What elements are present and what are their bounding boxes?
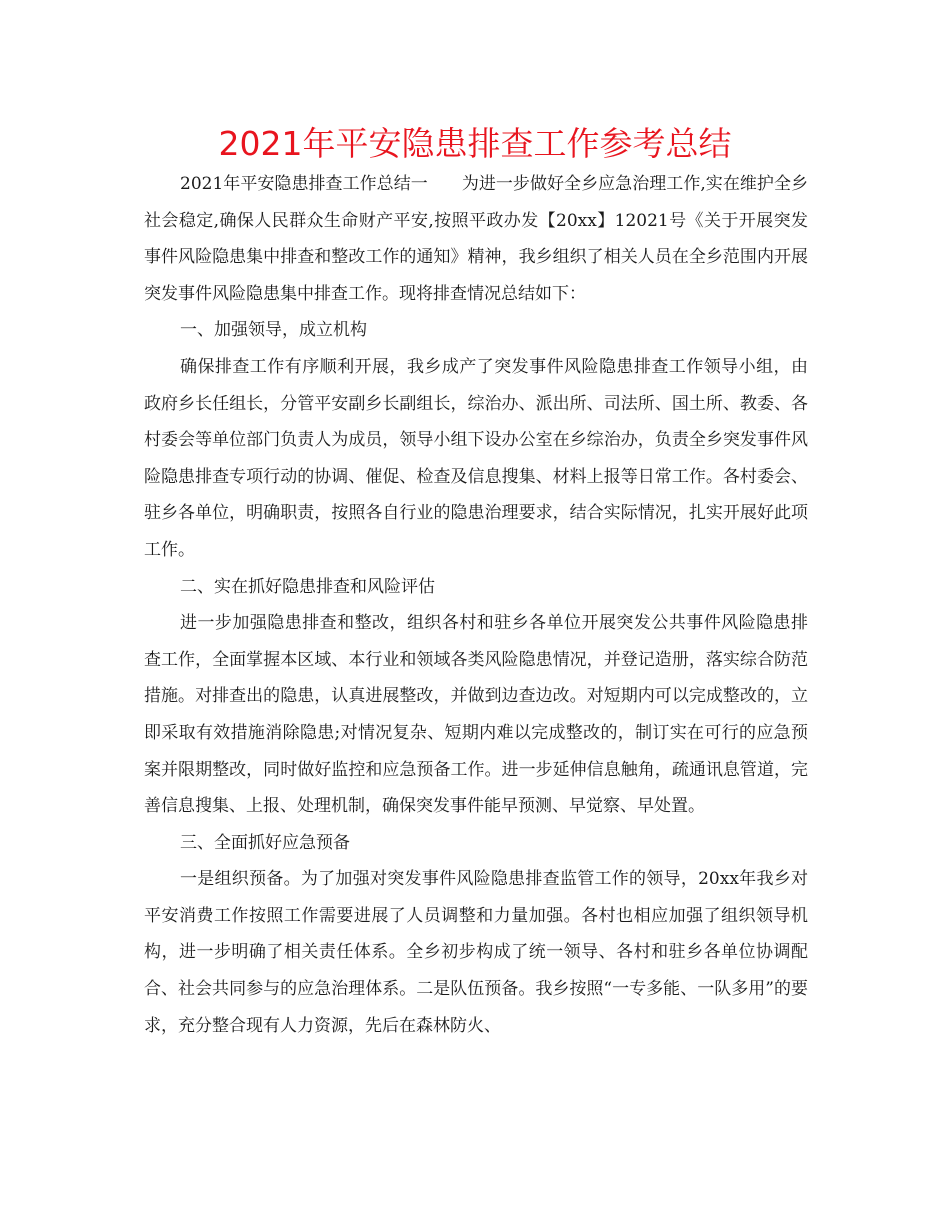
intro-lead: 2021年平安隐患排查工作总结一	[180, 174, 428, 194]
section-paragraph-2: 进一步加强隐患排查和整改，组织各村和驻乡各单位开展突发公共事件风险隐患排查工作，全面掌握本区域、本行业和领域各类风险隐患情况，并登记造册，落实综合防范措施。对排查出的隐患，认真进展整改，并做到边查边改。对短期内可以完成整改的，立即采取有效措施消除隐患;对情况复杂、短期内难以完成整改的，制订实在可行的应急预案并限期整改，同时做好监控和应急预备工作。进一步延伸信息触角，疏通讯息管道，完善信息搜集、上报、处理机制，确保突发事件能早预测、早觉察、早处置。	[144, 613, 808, 817]
section-heading-2: 二、实在抓好隐患排查和风险评估	[180, 576, 435, 597]
document-title: 2021年平安隐患排查工作参考总结	[218, 124, 732, 163]
section-paragraph-3: 一是组织预备。为了加强对突发事件风险隐患排查监管工作的领导，20xx年我乡对平安消费工作按照工作需要进展了人员调整和力量加强。各村也相应加强了组织领导机构，进一步明确了相关责任体系。全乡初步构成了统一领导、各村和驻乡各单位协调配合、社会共同参与的应急治理体系。二是队伍预备。我乡按照“一专多能、一队多用”的要求，充分整合现有人力资源，先后在森林防火、	[144, 869, 808, 1036]
intro-body: 为进一步做好全乡应急治理工作,实在维护全乡社会稳定,确保人民群众生命财产平安,按照平政办发【20xx】12021号《关于开展突发事件风险隐患集中排查和整改工作的通知》精神，我乡组织了相关人员在全乡范围内开展突发事件风险隐患集中排查工作。现将排查情况总结如下：	[144, 174, 809, 304]
section-heading-1: 一、加强领导，成立机构	[180, 320, 367, 341]
intro-paragraph	[144, 166, 808, 312]
document-body	[144, 166, 808, 1044]
section-paragraph-1: 确保排查工作有序顺利开展，我乡成产了突发事件风险隐患排查工作领导小组，由政府乡长任组长，分管平安副乡长副组长，综治办、派出所、司法所、国土所、教委、各村委会等单位部门负责人为成员，领导小组下设办公室在乡综治办，负责全乡突发事件风险隐患排查专项行动的协调、催促、检查及信息搜集、材料上报等日常工作。各村委会、驻乡各单位，明确职责，按照各自行业的隐患治理要求，结合实际情况，扎实开展好此项工作。	[144, 356, 808, 560]
section-heading-3: 三、全面抓好应急预备	[180, 832, 350, 853]
